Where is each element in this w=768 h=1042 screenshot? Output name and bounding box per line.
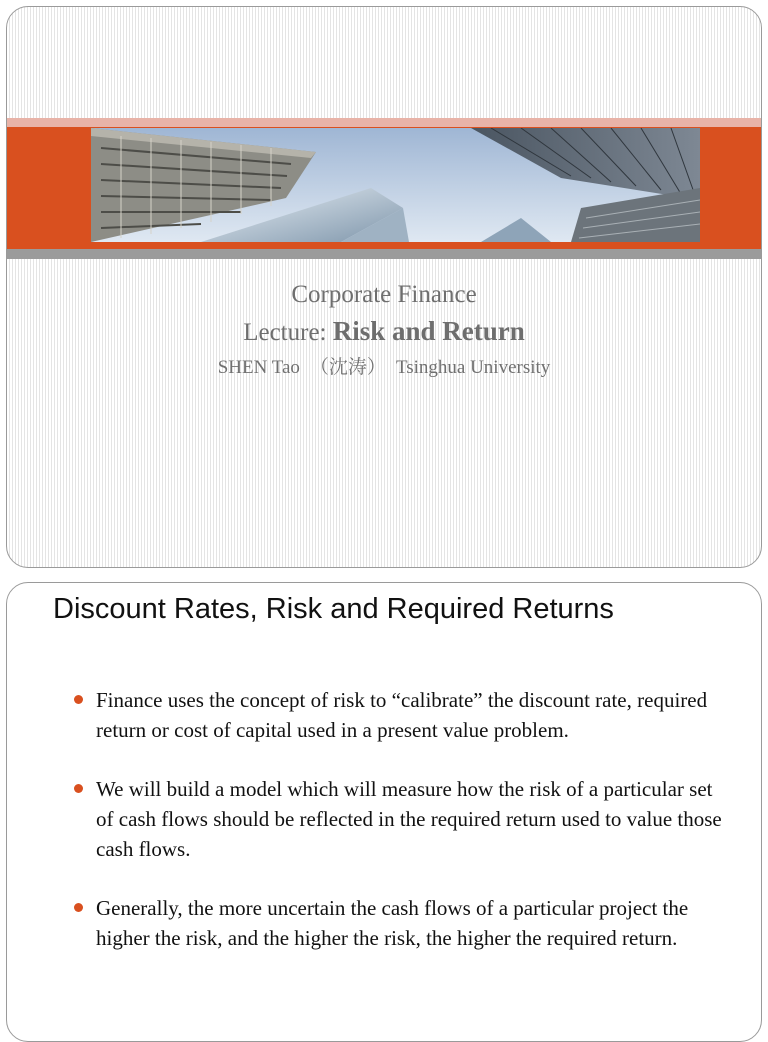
bullet-dot-icon (74, 903, 83, 912)
content-slide (6, 582, 762, 1042)
university-name: Tsinghua University (395, 357, 551, 378)
course-title: Corporate Finance (291, 281, 477, 308)
title-slide (6, 6, 762, 568)
lecture-prefix: Lecture: (243, 319, 333, 346)
author-name: SHEN Tao (217, 357, 300, 378)
lecture-title (7, 311, 761, 353)
bullet-text: We will build a model which will measure how the risk of a particular set of cash flows should be reflected in the required return used to value those cash flows. (96, 777, 722, 861)
skyscrapers-photo (91, 128, 700, 242)
title-band-pink (7, 118, 761, 127)
lecture-topic: Risk and Return (332, 316, 525, 346)
list-item (69, 685, 729, 745)
bullet-dot-icon (74, 784, 83, 793)
bullet-text: Generally, the more uncertain the cash flows of a particular project the higher the risk, and the higher the risk, the higher the required return. (96, 896, 689, 950)
slide-heading: Discount Rates, Risk and Required Returns (53, 593, 614, 625)
bullet-text: Finance uses the concept of risk to “calibrate” the discount rate, required return or cost of capital used in a present value problem. (96, 688, 708, 742)
author-line (7, 353, 761, 383)
list-item (69, 893, 729, 953)
bullet-dot-icon (74, 695, 83, 704)
title-block (7, 279, 761, 383)
bullet-list (69, 685, 729, 982)
author-chinese-name: （沈涛） (309, 357, 386, 378)
title-band-gray (7, 249, 761, 259)
list-item (69, 774, 729, 864)
